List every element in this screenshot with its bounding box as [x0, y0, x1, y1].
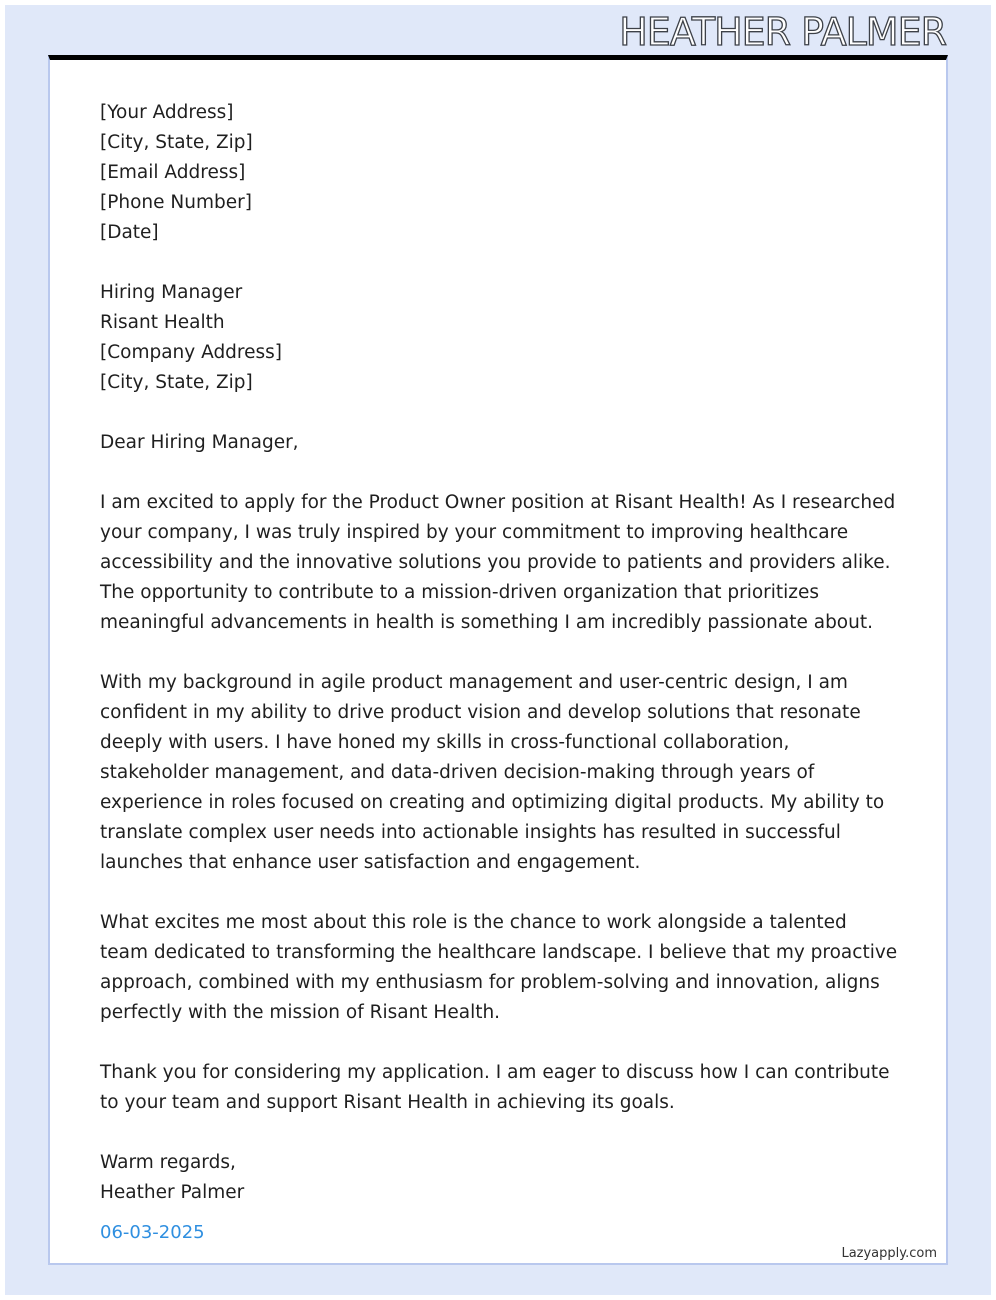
letter-body [100, 98, 900, 1208]
closing: Warm regards, [100, 1152, 236, 1173]
recipient-title: Hiring Manager [100, 282, 243, 303]
sender-date: [Date] [100, 222, 159, 243]
recipient-address: [Company Address] [100, 342, 283, 363]
sender-email: [Email Address] [100, 162, 246, 183]
applicant-name-heading: HEATHER PALMER [619, 10, 946, 54]
watermark-lazyapply: Lazyapply.com [841, 1246, 937, 1261]
body-paragraph-2: With my background in agile product management and user-centric design, I am confident in my ability to drive product vision and develop solutions that resonate deeply with users. I have honed my skills in cross-functional collaboration, stakeholder management, and data-driven decision-making through years of experience in roles focused on creating and optimizing digital products. My ability to translate complex user needs into actionable insights has resulted in successful launches that enhance user satisfaction and engagement. [100, 672, 885, 873]
recipient-company: Risant Health [100, 312, 225, 333]
body-paragraph-3: What excites me most about this role is the chance to work alongside a talented team dedicated to transforming the healthcare landscape. I believe that my proactive approach, combined with my enthusiasm for problem-solving and innovation, aligns perfectly with the mission of Risant Health. [100, 912, 898, 1023]
spacer [100, 398, 900, 428]
letter-date: 06-03-2025 [100, 1222, 205, 1243]
recipient-city-state-zip: [City, State, Zip] [100, 372, 253, 393]
sender-address: [Your Address] [100, 102, 234, 123]
salutation: Dear Hiring Manager, [100, 432, 299, 453]
body-paragraph-4: Thank you for considering my application. I am eager to discuss how I can contribute to your team and support Risant Health in achieving its goals. [100, 1062, 890, 1113]
sender-city-state-zip: [City, State, Zip] [100, 132, 253, 153]
sender-phone: [Phone Number] [100, 192, 252, 213]
signature: Heather Palmer [100, 1182, 245, 1203]
spacer [100, 248, 900, 278]
recipient-block [100, 278, 900, 398]
sender-block [100, 98, 900, 248]
closing-block [100, 1148, 900, 1208]
body-paragraph-1: I am excited to apply for the Product Owner position at Risant Health! As I researched your company, I was truly inspired by your commitment to improving healthcare accessibility and the innovative solutions you provide to patients and providers alike. The opportunity to contribute to a mission-driven organization that prioritizes meaningful advancements in health is something I am incredibly passionate about. [100, 492, 896, 633]
